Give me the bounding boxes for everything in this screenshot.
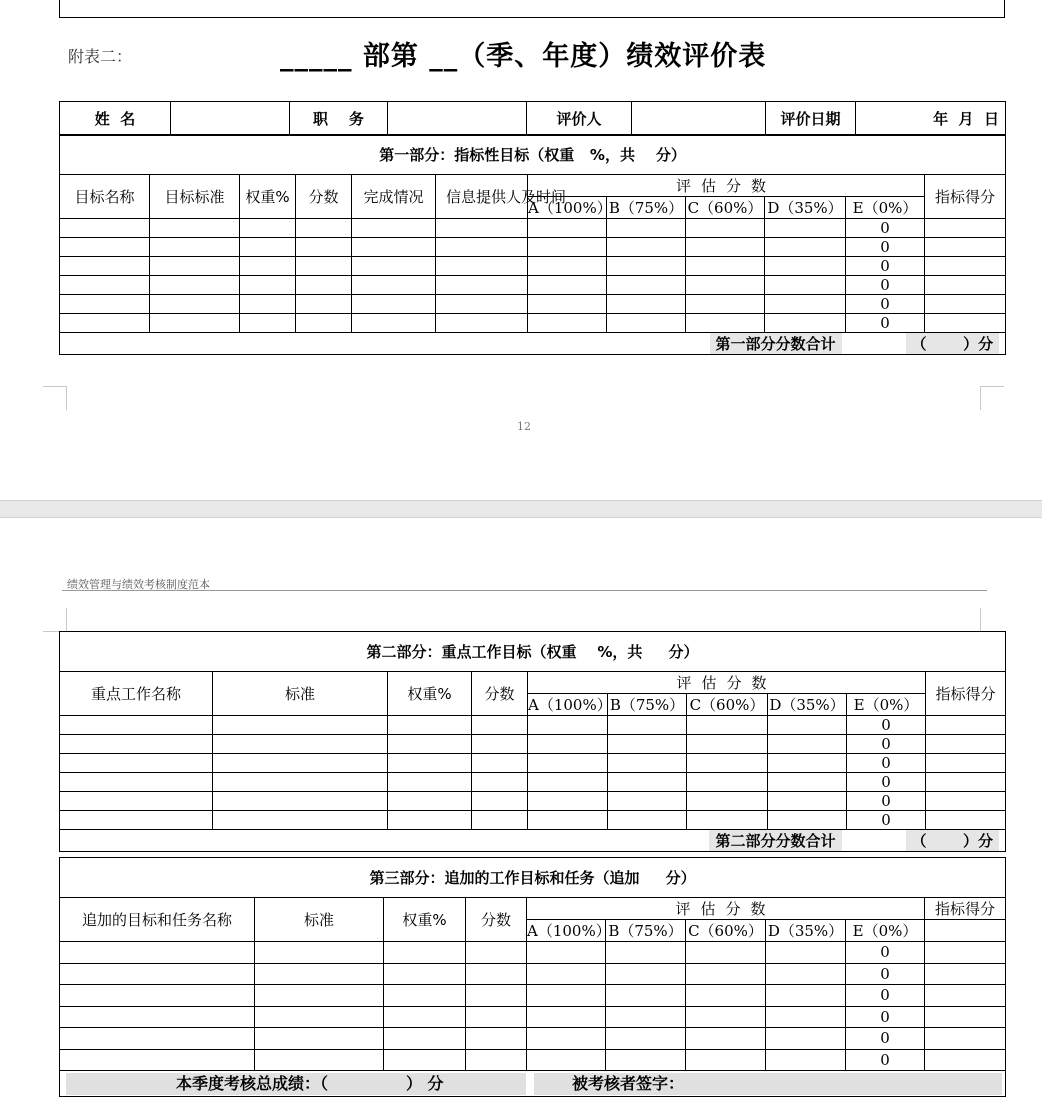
part3-header-standard: 标准 [255, 898, 384, 942]
part1-subtotal-value[interactable]: （ ）分 [906, 333, 1000, 354]
table-row [60, 238, 1006, 257]
part2-grade-c: C（60%） [687, 694, 768, 716]
part2-subtotal-label: 第二部分分数合计 [709, 830, 841, 851]
part1-grade-b: B（75%） [607, 197, 686, 219]
part3-grade-c: C（60%） [686, 920, 766, 942]
table-row [60, 1006, 1006, 1028]
page-1 [0, 0, 1042, 500]
part2-header-standard: 标准 [213, 672, 388, 716]
signature-field[interactable]: 被考核者签字： [534, 1073, 1002, 1095]
part2-header-weight: 权重% [388, 672, 472, 716]
part3-grade-e: E（0%） [846, 920, 925, 942]
table-row [60, 792, 1006, 811]
part3-eval-header: 评估分数 [527, 898, 925, 920]
e-grade-score: 0 [846, 295, 925, 314]
appendix-label: 附表二： [68, 47, 133, 66]
part1-grade-c: C（60%） [686, 197, 765, 219]
e-grade-score: 0 [847, 792, 926, 811]
form-title: _____ 部第 __（季、年度）绩效评价表 [280, 41, 767, 72]
part2-header-task-name: 重点工作名称 [60, 672, 213, 716]
part3-title: 第三部分：追加的工作目标和任务（追加 分） [60, 858, 1006, 898]
part2-subtotal-row [60, 830, 1006, 852]
table-row [60, 295, 1006, 314]
e-grade-score: 0 [846, 1049, 925, 1071]
table-row [60, 716, 1006, 735]
table-row [60, 735, 1006, 754]
table-row [60, 1049, 1006, 1071]
part1-header-goal-name: 目标名称 [60, 175, 150, 219]
table-row [60, 985, 1006, 1007]
part1-grade-a: A（100%） [528, 197, 607, 219]
e-grade-score: 0 [846, 314, 925, 333]
position-label: 职 务 [290, 102, 388, 136]
part1-header-score: 分数 [296, 175, 352, 219]
e-grade-score: 0 [847, 735, 926, 754]
part1-header-info-provider: 信息提供人及时间 [436, 175, 528, 219]
total-score-field[interactable]: 本季度考核总成绩：（ ） 分 [66, 1073, 526, 1095]
part3-header-weight: 权重% [384, 898, 466, 942]
evaluator-label: 评价人 [527, 102, 632, 136]
name-field[interactable] [171, 102, 290, 136]
e-grade-score: 0 [847, 716, 926, 735]
part3-grade-a: A（100%） [527, 920, 606, 942]
previous-table-frame [59, 0, 1005, 18]
e-grade-score: 0 [846, 942, 925, 964]
part2-header-indicator-score: 指标得分 [926, 672, 1006, 716]
part2-grade-b: B（75%） [608, 694, 687, 716]
part1-header-indicator-score: 指标得分 [925, 175, 1006, 219]
e-grade-score: 0 [846, 257, 925, 276]
part1-header-completion: 完成情况 [352, 175, 436, 219]
table-row [60, 276, 1006, 295]
table-row [60, 773, 1006, 792]
name-label: 姓 名 [60, 102, 171, 136]
part2-title: 第二部分：重点工作目标（权重 %，共 分） [60, 632, 1006, 672]
e-grade-score: 0 [846, 219, 925, 238]
e-grade-score: 0 [847, 754, 926, 773]
part2-header-score: 分数 [472, 672, 528, 716]
part1-table [59, 134, 1006, 355]
part1-header-weight: 权重% [240, 175, 296, 219]
part2-subtotal-value[interactable]: （ ）分 [906, 830, 1000, 851]
part1-grade-d: D（35%） [765, 197, 846, 219]
evaluation-date-field[interactable]: 年 月 日 [856, 102, 1006, 136]
footer-row [60, 1071, 1006, 1097]
e-grade-score: 0 [847, 811, 926, 830]
part3-header-task-name: 追加的目标和任务名称 [60, 898, 255, 942]
info-table [59, 101, 1006, 136]
evaluator-field[interactable] [632, 102, 766, 136]
part2-grade-e: E（0%） [847, 694, 926, 716]
table-row [60, 1028, 1006, 1050]
part1-header-goal-standard: 目标标准 [150, 175, 240, 219]
table-row [60, 942, 1006, 964]
e-grade-score: 0 [846, 963, 925, 985]
part2-eval-header: 评估分数 [528, 672, 926, 694]
e-grade-score: 0 [846, 276, 925, 295]
part2-table [59, 631, 1006, 852]
page-separator [0, 500, 1042, 518]
table-row [60, 963, 1006, 985]
e-grade-score: 0 [846, 985, 925, 1007]
e-grade-score: 0 [846, 1028, 925, 1050]
e-grade-score: 0 [847, 773, 926, 792]
margin-corner-mark [980, 386, 1004, 410]
part1-title: 第一部分：指标性目标（权重 %，共 分） [60, 135, 1006, 175]
part1-subtotal-row [60, 333, 1006, 355]
margin-corner-mark [43, 386, 67, 410]
page-2 [0, 518, 1042, 1103]
part1-subtotal-label: 第一部分分数合计 [710, 333, 842, 354]
margin-corner-mark [43, 608, 67, 632]
e-grade-score: 0 [846, 238, 925, 257]
part2-grade-a: A（100%） [528, 694, 608, 716]
part1-eval-header: 评估分数 [528, 175, 925, 197]
table-row [60, 754, 1006, 773]
part3-grade-d: D（35%） [766, 920, 846, 942]
part1-grade-e: E（0%） [846, 197, 925, 219]
running-header: 绩效管理与绩效考核制度范本 [67, 578, 210, 591]
part3-grade-b: B（75%） [606, 920, 686, 942]
table-row [60, 257, 1006, 276]
page-number: 12 [517, 420, 531, 433]
table-row [60, 314, 1006, 333]
part3-header-indicator-score: 指标得分 [925, 898, 1006, 920]
table-row [60, 219, 1006, 238]
evaluation-date-label: 评价日期 [766, 102, 856, 136]
table-row [60, 811, 1006, 830]
e-grade-score: 0 [846, 1006, 925, 1028]
header-rule [62, 590, 987, 591]
part2-grade-d: D（35%） [768, 694, 847, 716]
part3-table [59, 857, 1006, 1097]
position-field[interactable] [388, 102, 527, 136]
margin-corner-mark [980, 608, 1004, 632]
part3-header-score: 分数 [466, 898, 527, 942]
